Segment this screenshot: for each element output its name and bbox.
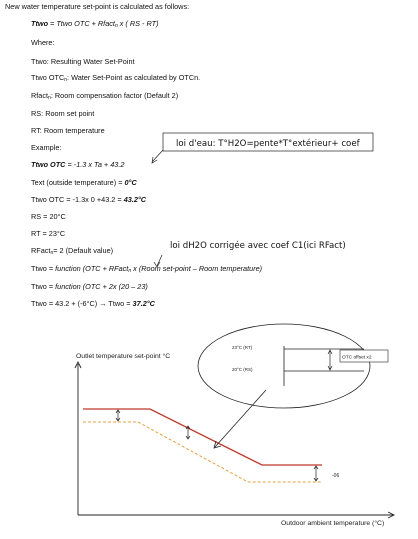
ex7-sub: n (128, 268, 132, 274)
ex1-b: = -1.3 x Ta + 43.2 (65, 160, 125, 169)
ex9-b: Ttwo = (106, 299, 133, 308)
example-rs: RS = 20°C (31, 212, 66, 221)
formula-lhs: Ttwo (31, 19, 49, 28)
inset-offset-label: OTC offset x2 (342, 355, 372, 361)
def-rfact-sub: n (48, 95, 51, 101)
otc-curve-dashed (83, 422, 322, 482)
annotation-water-law: loi d'eau: T°H2O=pente*T°extérieur+ coef (176, 139, 360, 149)
intro-text: New water temperature set-point is calculated as follows: (5, 2, 190, 11)
ex7-c: (OTC + RFact (80, 264, 129, 273)
def-rt: RT: Room temperature (31, 126, 105, 135)
where-label: Where: (31, 38, 55, 47)
def-rfact-b: : Room compensation factor (Default 2) (50, 91, 179, 100)
annotation-pointer-1 (152, 150, 163, 162)
ex3-a: Ttwo OTC = -1.3x 0 +43.2 = (31, 195, 124, 204)
ex7-b: function (55, 264, 81, 273)
ex8-a: Ttwo = (31, 282, 56, 291)
ex9-arrow: → (99, 299, 107, 308)
ex8-c: (OTC + 2x (20 – 23) (80, 282, 148, 291)
formula-sub: n (114, 23, 118, 29)
ex8-b: function (55, 282, 81, 291)
ex6-b: = 2 (Default value) (53, 246, 114, 255)
ex7-a: Ttwo = (31, 264, 56, 273)
ex9-c: 37.2°C (132, 299, 155, 308)
ex2-a: Text (outside temperature) = (31, 178, 125, 187)
inset-rt-label: 23°C (RT) (232, 345, 253, 350)
formula-tail: x ( RS - RT) (117, 19, 159, 28)
pointer-1-arrowhead (152, 157, 157, 163)
example-label: Example: (31, 143, 62, 152)
offset-tag: -06 (332, 473, 340, 479)
ex7-d: x (Room set-point – Room temperature) (131, 264, 263, 273)
annotation-frame-1 (163, 133, 373, 151)
example-rt: RT = 23°C (31, 229, 66, 238)
annotation-pointer-2 (157, 255, 162, 266)
chart-ylabel: Outlet temperature set-point °C (76, 353, 171, 360)
ex1-a: Ttwo OTC (31, 160, 66, 169)
pointer-2-arrowhead (154, 262, 160, 267)
ex9-a: Ttwo = 43.2 + (-6°C) (31, 299, 100, 308)
offset-marker-left (116, 410, 120, 421)
formula-mid: = Ttwo OTC + (48, 19, 98, 28)
def-ttwo: Ttwo: Resulting Water Set-Point (31, 57, 135, 66)
offset-marker-mid (186, 426, 190, 439)
ex6-sub: n (50, 250, 54, 256)
formula-rfact: Rfact (97, 19, 115, 28)
def-rfact-a: Rfact (31, 91, 49, 100)
def-ttwo-otc-b: : Water Set-Point as calculated by OTCn. (67, 73, 201, 82)
inset-rs-label: 20°C (RS) (232, 367, 253, 372)
def-ttwo-otc-sub: n (64, 77, 68, 83)
ex6-a: RFact (31, 246, 51, 255)
def-ttwo-otc-a: Ttwo OTC (31, 73, 65, 82)
ex3-b: 43.2°C (123, 195, 147, 204)
annotation-corrected-law: loi dH2O corrigée avec coef C1(ici RFact) (170, 241, 346, 251)
offset-marker-right (314, 466, 318, 481)
otc-curve-solid (83, 409, 322, 465)
def-rs: RS: Room set point (31, 109, 95, 118)
chart-xlabel: Outdoor ambient temperature (°C) (281, 520, 385, 527)
ex2-b: 0°C (124, 178, 137, 187)
